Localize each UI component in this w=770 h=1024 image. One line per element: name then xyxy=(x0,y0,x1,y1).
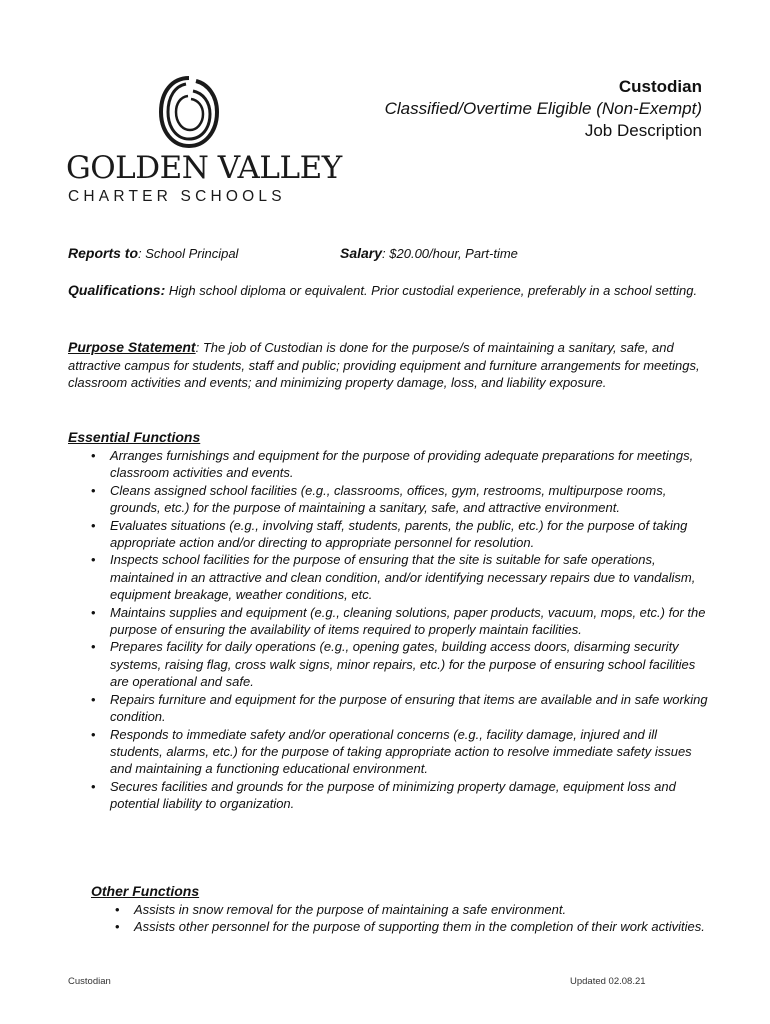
list-item xyxy=(88,551,708,603)
document-type: Job Description xyxy=(584,121,702,140)
bullet-icon: • xyxy=(91,691,96,707)
bullet-icon: • xyxy=(91,778,96,794)
list-item xyxy=(112,918,708,935)
qualifications xyxy=(68,282,704,300)
list-item xyxy=(88,726,708,778)
job-title: Custodian xyxy=(618,77,702,96)
bullet-icon: • xyxy=(115,902,120,917)
salary-value: : $20.00/hour, Part-time xyxy=(382,246,518,261)
list-item xyxy=(88,517,708,552)
logo-text-line1: GOLDEN VALLEY xyxy=(66,150,342,186)
purpose-statement xyxy=(68,339,708,392)
qualifications-label: Qualifications: xyxy=(68,282,166,298)
reports-to-label: Reports to xyxy=(68,245,138,261)
bullet-icon: • xyxy=(91,517,96,533)
list-item-text: Responds to immediate safety and/or operational concerns (e.g., facility damage, injured and ill students, alarms, etc.) for the purpose of taking appropriate action to resolve immediate safety issues and maintaining a functioning educational environment. xyxy=(110,726,692,777)
essential-functions-list xyxy=(88,447,708,813)
bullet-icon: • xyxy=(91,482,96,498)
list-item-text: Cleans assigned school facilities (e.g., classrooms, offices, gym, restrooms, multipurpose rooms, grounds, etc.) for the purpose of maintaining a sanitary, safe, and attractive environment. xyxy=(110,482,667,516)
list-item-text: Prepares facility for daily operations (e.g., opening gates, building access doors, disarming security systems, raising flag, cross walk signs, minor repairs, etc.) for the purpose of ensuring school facilities are operational and safe. xyxy=(110,639,696,690)
list-item-text: Evaluates situations (e.g., involving staff, students, parents, the public, etc.) for the purpose of taking appropriate action and/or directing to appropriate personnel for resolution. xyxy=(110,517,688,551)
list-item-text: Arranges furnishings and equipment for the purpose of providing adequate preparations for meetings, classroom activities and events. xyxy=(110,448,694,481)
essential-functions-heading: Essential Functions xyxy=(68,429,201,445)
other-functions-list xyxy=(112,901,708,936)
bullet-icon: • xyxy=(115,919,120,935)
salary xyxy=(340,245,518,261)
list-item xyxy=(88,482,708,517)
qualifications-text: High school diploma or equivalent. Prior custodial experience, preferably in a school setting. xyxy=(165,283,698,298)
list-item-text: Repairs furniture and equipment for the purpose of ensuring that items are available and in safe working condition. xyxy=(110,691,708,725)
list-item-text: Secures facilities and grounds for the purpose of minimizing property damage, equipment loss and potential liability to organization. xyxy=(110,778,676,812)
list-item xyxy=(88,638,708,690)
footer-right: Updated 02.08.21 xyxy=(570,976,646,987)
list-item-text: Assists in snow removal for the purpose of maintaining a safe environment. xyxy=(134,902,567,917)
list-item-text: Inspects school facilities for the purpose of ensuring that the site is suitable for safe operations, maintained in an attractive and clean condition, and/or identifying necessary repairs due to vandalism, equipment breakage, weather conditions, etc. xyxy=(110,552,696,603)
bullet-icon: • xyxy=(91,639,96,655)
job-classification: Classified/Overtime Eligible (Non-Exempt) xyxy=(384,99,702,118)
bullet-icon: • xyxy=(91,552,96,568)
purpose-text: : The job of Custodian is done for the purpose/s of maintaining a sanitary, safe, and attractive campus for students, staff and public; providing equipment and furniture arrangements for meetings, classroom activities and events; and minimizing property damage, loss, and liability exposure. xyxy=(68,340,700,390)
other-functions-heading: Other Functions xyxy=(91,883,200,899)
logo-text-line2: CHARTER SCHOOLS xyxy=(68,188,286,205)
list-item xyxy=(88,691,708,726)
salary-label: Salary xyxy=(340,245,383,261)
purpose-label: Purpose Statement xyxy=(68,339,196,355)
bullet-icon: • xyxy=(91,604,96,620)
list-item xyxy=(88,447,708,482)
school-logo xyxy=(66,70,342,210)
bullet-icon: • xyxy=(91,448,96,463)
footer-left: Custodian xyxy=(68,976,111,987)
title-block xyxy=(385,76,702,142)
list-item-text: Assists other personnel for the purpose of supporting them in the completion of their work activities. xyxy=(134,919,705,935)
logo-swirl-icon xyxy=(158,74,220,150)
bullet-icon: • xyxy=(91,726,96,742)
list-item-text: Maintains supplies and equipment (e.g., cleaning solutions, paper products, vacuum, mops, etc.) for the purpose of ensuring the availability of items required to properly maintain facilities. xyxy=(110,604,706,638)
list-item xyxy=(88,778,708,813)
reports-to xyxy=(68,245,238,261)
reports-to-value: : School Principal xyxy=(138,246,239,261)
list-item xyxy=(112,901,708,918)
list-item xyxy=(88,604,708,639)
